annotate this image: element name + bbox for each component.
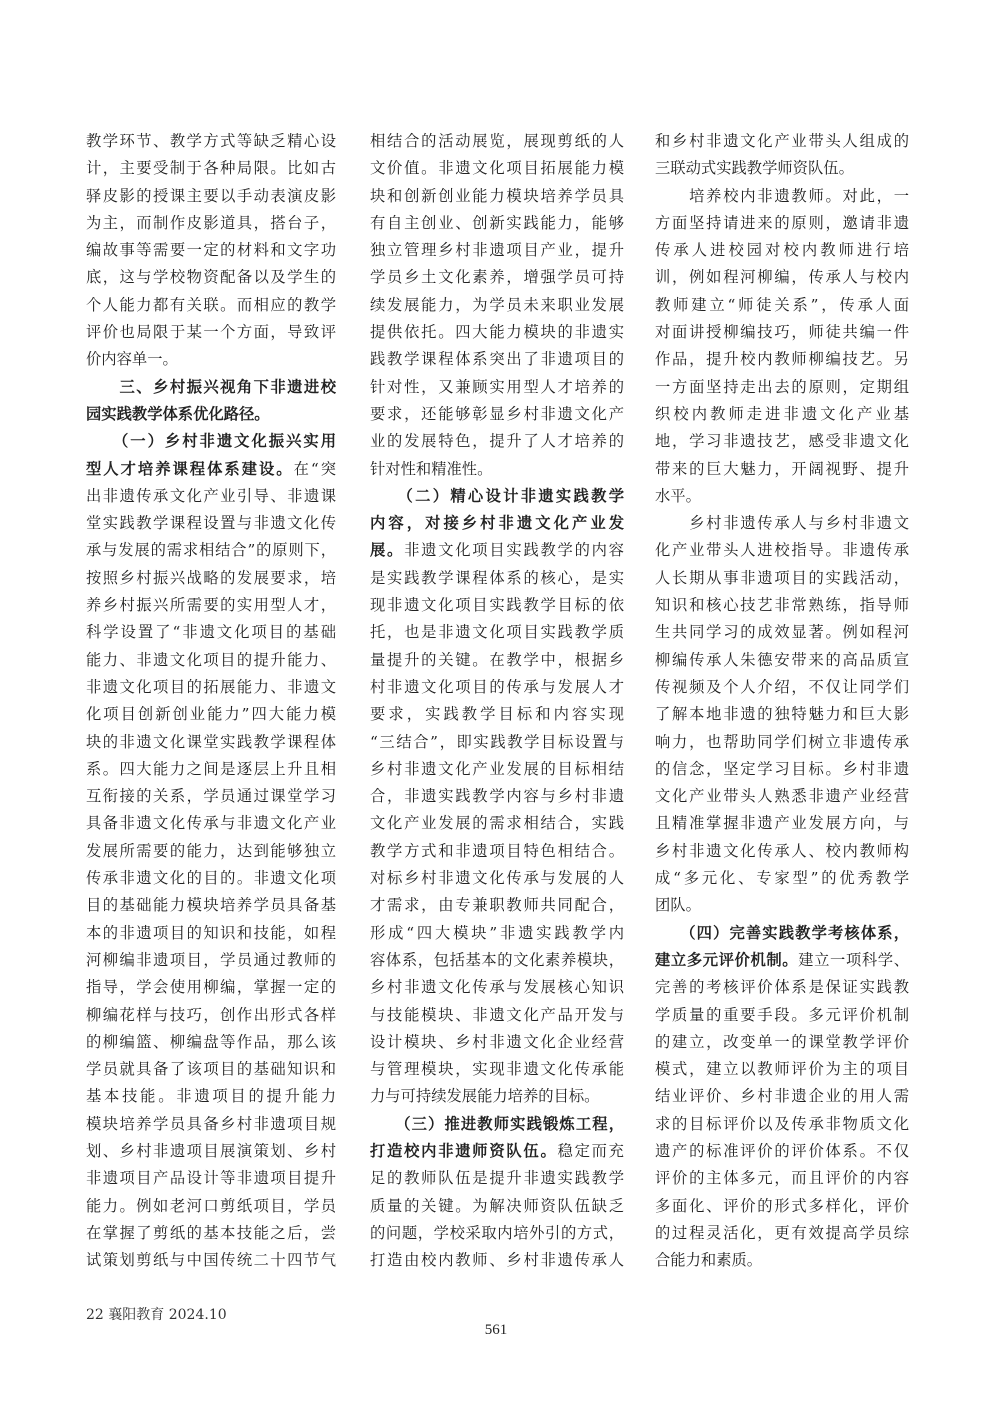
body-text: 合能力和素质。: [655, 1251, 763, 1270]
text-line: [370, 565, 624, 592]
body-text: 按照乡村振兴战略的发展要求，培: [86, 568, 336, 587]
body-text: 续发展能力，为学员未来职业发展: [370, 295, 624, 314]
text-line: [655, 1056, 909, 1083]
body-text: 的建立，改变单一的课堂教学评价: [655, 1032, 909, 1051]
text-line: [655, 729, 909, 756]
text-line: [655, 510, 909, 537]
column-3: [655, 128, 909, 1274]
body-text: 发展所需要的能力，达到能够独立: [86, 841, 336, 860]
text-line: [655, 128, 909, 155]
body-text: 力与可持续发展能力培养的目标。: [370, 1087, 600, 1106]
body-text: 地，学习非遗技艺，感受非遗文化: [655, 432, 909, 451]
text-line: [86, 1111, 336, 1138]
body-text: 在掌握了剪纸的基本技能之后，尝: [86, 1223, 336, 1242]
text-line: [86, 565, 336, 592]
body-text: 训，例如程河柳编，传承人与校内: [655, 268, 909, 287]
body-text: 稳定而充: [557, 1141, 624, 1160]
text-line: [86, 920, 336, 947]
text-line: [655, 264, 909, 291]
body-text: 打造由校内教师、乡村非遗传承人: [370, 1251, 624, 1270]
body-text: 的柳编篮、柳编盘等作品，那么该: [86, 1032, 336, 1051]
text-line: [370, 1220, 624, 1247]
text-line: [370, 456, 624, 483]
body-text: 块的非遗文化课堂实践教学课程体: [86, 732, 336, 751]
body-text: 基本技能。非遗项目的提升能力: [86, 1087, 336, 1106]
body-text: 三联动式实践教学师资队伍。: [655, 159, 854, 178]
body-text: 具备非遗文化传承与非遗文化产业: [86, 814, 336, 833]
body-text: 教师建立“师徒关系”，传承人面: [655, 295, 909, 314]
footer-page-number: 22: [86, 1307, 104, 1323]
text-line: [655, 1002, 909, 1029]
body-text: 带来的巨大魅力，开阔视野、提升: [655, 459, 909, 478]
body-text: 和乡村非遗文化产业带头人组成的: [655, 132, 909, 150]
body-text: 文价值。非遗文化项目拓展能力模: [370, 159, 624, 178]
text-line: [655, 974, 909, 1001]
text-line: [655, 892, 909, 919]
text-line: [655, 483, 909, 510]
text-line: [86, 1165, 336, 1192]
body-text: 文化产业带头人熟悉非遗产业经营: [655, 787, 909, 806]
text-line: [655, 810, 909, 837]
text-line: [86, 619, 336, 646]
body-text: 培养校内非遗教师。对此，一: [655, 186, 909, 205]
body-text: 才需求，由专兼职教师共同配合，: [370, 896, 624, 915]
body-text: 针对性，又兼顾实用型人才培养的: [370, 377, 624, 396]
body-text: 河柳编非遗项目，学员通过教师的: [86, 950, 336, 969]
text-line: [86, 1220, 336, 1247]
text-line: [370, 155, 624, 182]
text-line: [370, 1165, 624, 1192]
text-line: [655, 428, 909, 455]
body-text: 生共同学习的成效显著。例如程河: [655, 623, 909, 642]
body-text: 成“多元化、专家型”的优秀教学: [655, 869, 909, 888]
text-line: [370, 920, 624, 947]
section-heading-text: （一）乡村非遗文化振兴实用: [86, 432, 336, 451]
text-line: [655, 183, 909, 210]
text-line: [86, 483, 336, 510]
section-heading-text: 三、乡村振兴视角下非遗进校: [86, 377, 336, 396]
body-text: 织校内教师走进非遗文化产业基: [655, 404, 909, 423]
text-line: [655, 374, 909, 401]
body-text: 价内容单一。: [86, 350, 178, 369]
body-text: 评价的主体多元，而且评价的内容: [655, 1169, 909, 1188]
text-line: [370, 810, 624, 837]
text-line: [86, 128, 336, 155]
body-text: 堂实践教学课程设置与非遗文化传: [86, 514, 336, 533]
text-line: [655, 565, 909, 592]
text-line: [86, 674, 336, 701]
body-text: 非遗项目产品设计等非遗项目提升: [86, 1169, 336, 1188]
body-text: 结业评价、乡村非遗企业的用人需: [655, 1087, 909, 1106]
text-line: [86, 974, 336, 1001]
text-line: [86, 701, 336, 728]
section-heading-text: （三）推进教师实践锻炼工程，: [370, 1114, 624, 1133]
text-line: [655, 674, 909, 701]
text-line: [370, 237, 624, 264]
text-line: [655, 292, 909, 319]
body-text: 水平。: [655, 486, 701, 505]
text-line: [655, 1138, 909, 1165]
body-text: 一方面坚持走出去的原则，定期组: [655, 377, 909, 396]
section-heading-text: 内容，对接乡村非遗文化产业发: [370, 514, 624, 533]
section-heading-text: 园实践教学体系优化路径。: [86, 404, 270, 423]
body-text: 传承人进校园对校内教师进行培: [655, 241, 909, 260]
body-text: 量提升的关键。在教学中，根据乡: [370, 650, 624, 669]
body-text: 是实践教学课程体系的核心，是实: [370, 568, 624, 587]
text-line: [655, 592, 909, 619]
text-line: [370, 647, 624, 674]
text-line: [86, 210, 336, 237]
text-line: [370, 619, 624, 646]
text-line: [86, 756, 336, 783]
text-line: [370, 592, 624, 619]
text-line: [86, 947, 336, 974]
text-line: [86, 510, 336, 537]
body-text: 承与发展的需求相结合”的原则下，: [86, 541, 336, 560]
text-line: [86, 1002, 336, 1029]
body-text: 非遗文化项目实践教学的内容: [404, 541, 624, 560]
text-line: [370, 401, 624, 428]
text-line: [86, 783, 336, 810]
body-text: 传承非遗文化的目的。非遗文化项: [86, 869, 336, 888]
text-line: [655, 237, 909, 264]
text-line: [370, 947, 624, 974]
text-line: [86, 1029, 336, 1056]
body-text: 科学设置了“非遗文化项目的基础: [86, 623, 336, 642]
text-line: [86, 237, 336, 264]
text-line: [370, 729, 624, 756]
text-line: [86, 292, 336, 319]
text-line: [370, 1193, 624, 1220]
body-text: 针对性和精准性。: [370, 459, 493, 478]
text-line: [655, 920, 909, 947]
body-text: 设计模块、乡村非遗文化企业经营: [370, 1032, 624, 1051]
body-text: 现非遗文化项目实践教学目标的依: [370, 596, 624, 615]
body-text: 知识和核心技艺非常熟练，指导师: [655, 596, 909, 615]
body-text: 形成“四大模块”非遗实践教学内: [370, 923, 624, 942]
body-text: 模式，建立以教师评价为主的项目: [655, 1060, 909, 1079]
body-text: 化产业带头人进校指导。非遗传承: [655, 541, 909, 560]
body-text: 学员乡土文化素养，增强学员可持: [370, 268, 624, 287]
text-line: [370, 183, 624, 210]
body-text: 有自主创业、创新实践能力，能够: [370, 213, 624, 232]
text-line: [655, 756, 909, 783]
body-text: 非遗文化项目的拓展能力、非遗文: [86, 677, 336, 696]
text-line: [86, 264, 336, 291]
body-text: 足的教师队伍是提升非遗实践教学: [370, 1169, 624, 1188]
body-text: 乡村非遗文化传承与发展核心知识: [370, 978, 624, 997]
text-line: [655, 701, 909, 728]
text-line: [655, 619, 909, 646]
column-1: [86, 128, 336, 1274]
text-line: [370, 264, 624, 291]
text-line: [655, 647, 909, 674]
section-heading-text: 展。: [370, 541, 405, 560]
body-text: 学员就具备了该项目的基础知识和: [86, 1060, 336, 1079]
text-line: [370, 1247, 624, 1274]
body-text: 柳编传承人朱德安带来的高品质宣: [655, 650, 909, 669]
body-text: 计，主要受制于各种局限。比如古: [86, 159, 336, 178]
text-line: [86, 1247, 336, 1274]
text-line: [370, 838, 624, 865]
text-line: [370, 483, 624, 510]
body-text: 作品，提升校内教师柳编技艺。另: [655, 350, 909, 369]
text-line: [655, 155, 909, 182]
body-text: 且精准掌握非遗产业发展方向，与: [655, 814, 909, 833]
body-text: 柳编花样与技巧，创作出形式各样: [86, 1005, 336, 1024]
text-line: [655, 537, 909, 564]
body-text: 人长期从事非遗项目的实践活动，: [655, 568, 909, 587]
body-text: 的过程灵活化，更有效提高学员综: [655, 1223, 909, 1242]
text-line: [86, 729, 336, 756]
text-line: [655, 1193, 909, 1220]
text-line: [655, 838, 909, 865]
body-text: 编故事等需要一定的材料和文字功: [86, 241, 336, 260]
body-text: 业的发展特色，提升了人才培养的: [370, 432, 624, 451]
body-text: 团队。: [655, 896, 701, 915]
body-text: 养乡村振兴所需要的实用型人才，: [86, 596, 336, 615]
body-text: 托，也是非遗文化项目实践教学质: [370, 623, 624, 642]
body-text: 为主，而制作皮影道具，搭台子，: [86, 213, 336, 232]
text-line: [86, 537, 336, 564]
text-line: [655, 210, 909, 237]
body-text: 出非遗传承文化产业引导、非遗课: [86, 486, 336, 505]
body-text: 容体系，包括基本的文化素养模块，: [370, 950, 624, 969]
body-text: 对标乡村非遗文化传承与发展的人: [370, 869, 624, 888]
text-line: [86, 428, 336, 455]
body-text: 块和创新创业能力模块培养学员具: [370, 186, 624, 205]
body-text: 乡村非遗文化产业发展的目标相结: [370, 759, 624, 778]
text-line: [370, 892, 624, 919]
text-line: [86, 155, 336, 182]
body-text: 合，非遗实践教学内容与乡村非遗: [370, 787, 624, 806]
body-text: 村非遗文化项目的传承与发展人才: [370, 677, 624, 696]
body-text: 要求，实践教学目标和内容实现: [370, 705, 624, 724]
section-heading-text: （二）精心设计非遗实践教学: [370, 486, 624, 505]
text-line: [370, 210, 624, 237]
body-text: 目的基础能力模块培养学员具备基: [86, 896, 336, 915]
journal-footer: [86, 1304, 227, 1324]
text-line: [370, 346, 624, 373]
body-text: 遗产的标准评价的评价体系。不仅: [655, 1141, 909, 1160]
body-text: 的问题，学校采取内培外引的方式，: [370, 1223, 624, 1242]
body-text: 对面讲授柳编技巧，师徒共编一件: [655, 323, 909, 342]
body-text: 求的目标评价以及传承非物质文化: [655, 1114, 909, 1133]
text-line: [370, 783, 624, 810]
body-text: 试策划剪纸与中国传统二十四节气: [86, 1251, 336, 1270]
text-line: [655, 783, 909, 810]
text-line: [370, 1056, 624, 1083]
body-text: 乡村非遗文化传承人、校内教师构: [655, 841, 909, 860]
body-text: 个人能力都有关联。而相应的教学: [86, 295, 336, 314]
body-text: 本的非遗项目的知识和技能，如程: [86, 923, 336, 942]
text-line: [86, 810, 336, 837]
text-line: [86, 1083, 336, 1110]
column-2: [370, 128, 624, 1274]
body-text: 化项目创新创业能力”四大能力模: [86, 705, 336, 724]
text-line: [370, 674, 624, 701]
text-line: [655, 346, 909, 373]
text-line: [86, 592, 336, 619]
text-line: [655, 1111, 909, 1138]
body-text: 质量的关键。为解决师资队伍缺乏: [370, 1196, 624, 1215]
body-text: 与技能模块、非遗文化产品开发与: [370, 1005, 624, 1024]
body-text: 划、乡村非遗项目展演策划、乡村: [86, 1141, 336, 1160]
text-line: [370, 319, 624, 346]
text-line: [370, 701, 624, 728]
text-line: [370, 865, 624, 892]
text-line: [86, 346, 336, 373]
text-line: [86, 1138, 336, 1165]
text-line: [86, 892, 336, 919]
text-line: [655, 1029, 909, 1056]
text-line: [370, 510, 624, 537]
text-line: [655, 865, 909, 892]
body-text: 与管理模块，实现非遗文化传承能: [370, 1060, 624, 1079]
text-line: [370, 128, 624, 155]
text-line: [655, 456, 909, 483]
body-text: 践教学课程体系突出了非遗项目的: [370, 350, 624, 369]
body-text: 方面坚持请进来的原则，邀请非遗: [655, 213, 909, 232]
text-line: [370, 1002, 624, 1029]
text-line: [86, 647, 336, 674]
text-line: [655, 947, 909, 974]
body-text: 评价也局限于某一个方面，导致评: [86, 323, 336, 342]
text-line: [370, 537, 624, 564]
body-text: 相结合的活动展览，展现剪纸的人: [370, 132, 624, 150]
body-text: 文化产业发展的需求相结合，实践: [370, 814, 624, 833]
body-text: 教学方式和非遗项目特色相结合。: [370, 841, 624, 860]
body-text: 系。四大能力之间是逐层上升且相: [86, 759, 336, 778]
text-line: [86, 319, 336, 346]
text-line: [86, 1193, 336, 1220]
text-line: [655, 1247, 909, 1274]
page-number: 561: [484, 1322, 508, 1338]
text-line: [655, 1220, 909, 1247]
text-line: [370, 1138, 624, 1165]
text-line: [370, 756, 624, 783]
body-text: 建立一项科学、: [798, 950, 909, 969]
body-text: 教学环节、教学方式等缺乏精心设: [86, 132, 336, 150]
text-line: [86, 401, 336, 428]
body-text: 独立管理乡村非遗项目产业，提升: [370, 241, 624, 260]
body-text: 完善的考核评价体系是保证实践教: [655, 978, 909, 997]
text-line: [370, 1083, 624, 1110]
text-line: [655, 401, 909, 428]
journal-name: 襄阳教育: [108, 1307, 165, 1323]
text-line: [86, 838, 336, 865]
body-text: 能力。例如老河口剪纸项目，学员: [86, 1196, 336, 1215]
text-line: [370, 292, 624, 319]
text-line: [86, 865, 336, 892]
body-text: 响力，也帮助同学们树立非遗传承: [655, 732, 909, 751]
text-line: [655, 1165, 909, 1192]
section-heading-text: 建立多元评价机制。: [655, 950, 799, 969]
text-line: [86, 456, 336, 483]
body-text: 底，这与学校物资配备以及学生的: [86, 268, 336, 287]
body-text: 多面化、评价的形式多样化，评价: [655, 1196, 909, 1215]
text-line: [655, 319, 909, 346]
text-line: [370, 1111, 624, 1138]
body-text: 在“突: [293, 459, 336, 478]
body-text: 能力、非遗文化项目的提升能力、: [86, 650, 336, 669]
body-text: 驿皮影的授课主要以手动表演皮影: [86, 186, 336, 205]
body-text: 学质量的重要手段。多元评价机制: [655, 1005, 909, 1024]
body-text: 模块培养学员具备乡村非遗项目规: [86, 1114, 336, 1133]
text-line: [370, 974, 624, 1001]
section-heading-text: （四）完善实践教学考核体系，: [655, 923, 909, 942]
body-text: 的信念，坚定学习目标。乡村非遗: [655, 759, 909, 778]
body-text: 乡村非遗传承人与乡村非遗文: [655, 514, 909, 533]
text-line: [655, 1083, 909, 1110]
issue-date: 2024.10: [168, 1307, 227, 1323]
body-text: 了解本地非遗的独特魅力和巨大影: [655, 705, 909, 724]
body-text: 要求，还能够彰显乡村非遗文化产: [370, 404, 624, 423]
text-line: [86, 1056, 336, 1083]
section-heading-text: 型人才培养课程体系建设。: [86, 459, 294, 478]
text-line: [370, 374, 624, 401]
body-text: 指导，学会使用柳编，掌握一定的: [86, 978, 336, 997]
section-heading-text: 打造校内非遗师资队伍。: [370, 1141, 558, 1160]
body-text: 互衔接的关系，学员通过课堂学习: [86, 787, 336, 806]
text-line: [370, 1029, 624, 1056]
body-text: “三结合”，即实践教学目标设置与: [370, 732, 624, 751]
text-line: [86, 374, 336, 401]
text-line: [86, 183, 336, 210]
text-line: [370, 428, 624, 455]
body-text: 提供依托。四大能力模块的非遗实: [370, 323, 624, 342]
body-text: 传视频及个人介绍，不仅让同学们: [655, 677, 909, 696]
